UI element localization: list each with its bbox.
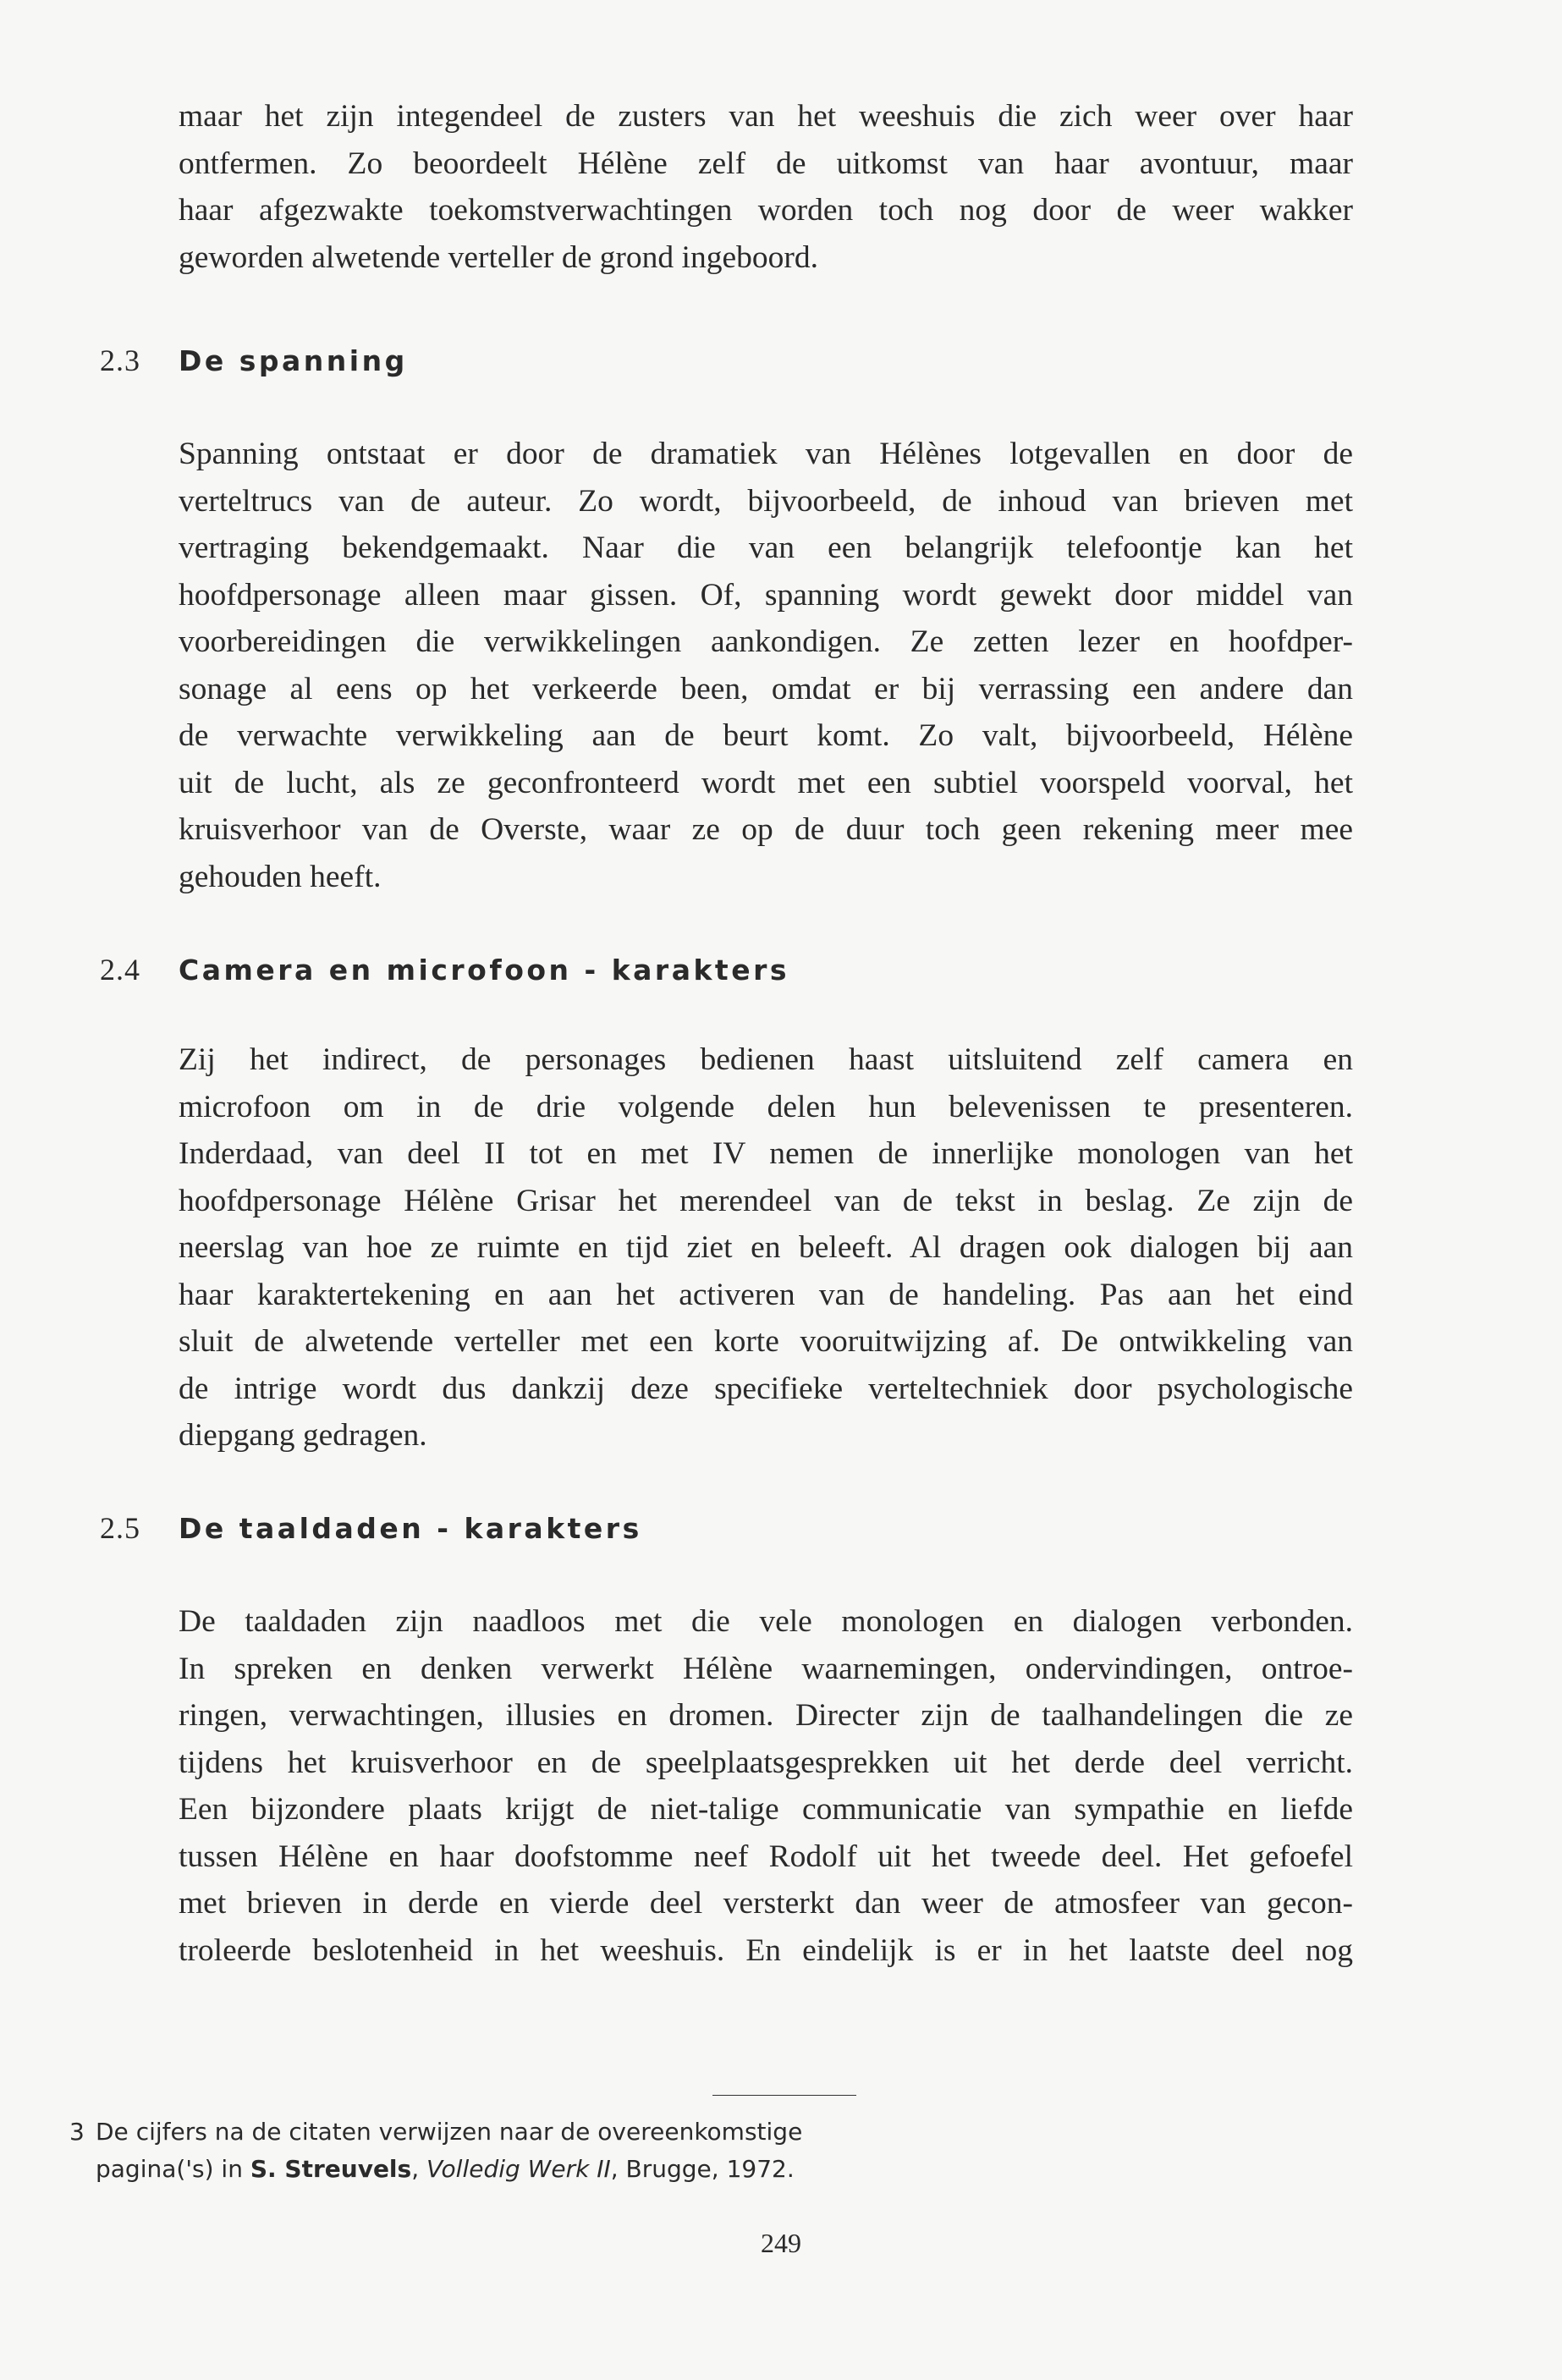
section-heading: De taaldaden - karakters (179, 1512, 642, 1545)
text-line: neerslag van hoe ze ruimte en tijd ziet en beleeft. Al dragen ook dialogen bij aan (179, 1230, 1353, 1265)
text-line: geworden alwetende verteller de grond ingeboord. (179, 239, 818, 275)
text-line: haar afgezwakte toekomstverwachtingen worden toch nog door de weer wakker (179, 193, 1353, 228)
text-line: de intrige wordt dus dankzij deze specifieke verteltechniek door psychologische (179, 1371, 1353, 1406)
text-line: vertraging bekendgemaakt. Naar die van een belangrijk telefoontje kan het (179, 530, 1353, 565)
text-line: Zij het indirect, de personages bedienen haast uitsluitend zelf camera en (179, 1042, 1353, 1077)
text-line: De taaldaden zijn naadloos met die vele monologen en dialogen verbonden. (179, 1604, 1353, 1639)
text-line: sluit de alwetende verteller met een korte vooruitwijzing af. De ontwikkeling van (179, 1324, 1353, 1359)
footnote-line-1: De cijfers na de citaten verwijzen naar de overeenkomstige (96, 2118, 803, 2146)
text-line: haar karaktertekening en aan het activeren van de handeling. Pas aan het eind (179, 1277, 1353, 1312)
section-number: 2.4 (100, 953, 140, 987)
text-line: sonage al eens op het verkeerde been, omdat er bij verrassing een andere dan (179, 671, 1353, 706)
text-line: Inderdaad, van deel II tot en met IV nemen de innerlijke monologen van het (179, 1136, 1353, 1171)
text-line: maar het zijn integendeel de zusters van het weeshuis die zich weer over haar (179, 99, 1353, 134)
text-line: troleerde beslotenheid in het weeshuis. En eindelijk is er in het laatste deel nog (179, 1932, 1353, 1968)
text-line: diepgang gedragen. (179, 1418, 427, 1453)
section-number: 2.3 (100, 344, 140, 377)
text-line: uit de lucht, als ze geconfronteerd wordt met een subtiel voorspeld voorval, het (179, 765, 1353, 800)
footnote-work-title: Volledig Werk II (426, 2155, 611, 2183)
section-number: 2.5 (100, 1511, 140, 1545)
text-line: Spanning ontstaat er door de dramatiek van Hélènes lotgevallen en door de (179, 437, 1353, 471)
text-line: In spreken en denken verwerkt Hélène waarnemingen, ondervindingen, ontroe- (179, 1651, 1353, 1686)
text-line: ringen, verwachtingen, illusies en dromen. Directer zijn de taalhandelingen die ze (179, 1698, 1353, 1733)
text-line: met brieven in derde en vierde deel versterkt dan weer de atmosfeer van gecon- (179, 1886, 1353, 1921)
footnote-separator (712, 2095, 856, 2096)
text-line: kruisverhoor van de Overste, waar ze op de duur toch geen rekening meer mee (179, 812, 1353, 847)
text-line: tijdens het kruisverhoor en de speelplaatsgesprekken uit het derde deel verricht. (179, 1745, 1353, 1780)
text-line: voorbereidingen die verwikkelingen aankondigen. Ze zetten lezer en hoofdper- (179, 624, 1353, 659)
text-line: de verwachte verwikkeling aan de beurt komt. Zo valt, bijvoorbeeld, Hélène (179, 718, 1353, 753)
text-line: verteltrucs van de auteur. Zo wordt, bijvoorbeeld, de inhoud van brieven met (179, 483, 1353, 519)
text-line: Een bijzondere plaats krijgt de niet-talige communicatie van sympathie en liefde (179, 1792, 1353, 1827)
section-paragraph (179, 1598, 1353, 1974)
text-line: hoofdpersonage Hélène Grisar het merendeel van de tekst in beslag. Ze zijn de (179, 1183, 1353, 1218)
footnote-text: , Brugge, 1972. (610, 2155, 795, 2183)
section-paragraph (179, 1036, 1353, 1459)
section-paragraph (179, 431, 1353, 900)
footnote-author: S. Streuvels (250, 2155, 412, 2183)
text-line: hoofdpersonage alleen maar gissen. Of, spanning wordt gewekt door middel van (179, 577, 1353, 613)
footnote-number: 3 (69, 2118, 85, 2146)
text-line: ontfermen. Zo beoordeelt Hélène zelf de uitkomst van haar avontuur, maar (179, 146, 1353, 181)
section-heading: De spanning (179, 344, 408, 377)
footnote-text: pagina('s) in (96, 2155, 250, 2183)
footnote-line-2 (69, 2151, 802, 2188)
intro-paragraph (179, 93, 1353, 281)
section-heading: Camera en microfoon - karakters (179, 954, 789, 987)
text-line: microfoon om in de drie volgende delen hun belevenissen te presenteren. (179, 1089, 1353, 1124)
page-number: 249 (761, 2228, 801, 2258)
footnote (69, 2113, 802, 2188)
text-line: gehouden heeft. (179, 859, 382, 894)
text-line: tussen Hélène en haar doofstomme neef Rodolf uit het tweede deel. Het gefoefel (179, 1839, 1353, 1874)
footnote-text: , (411, 2155, 427, 2183)
